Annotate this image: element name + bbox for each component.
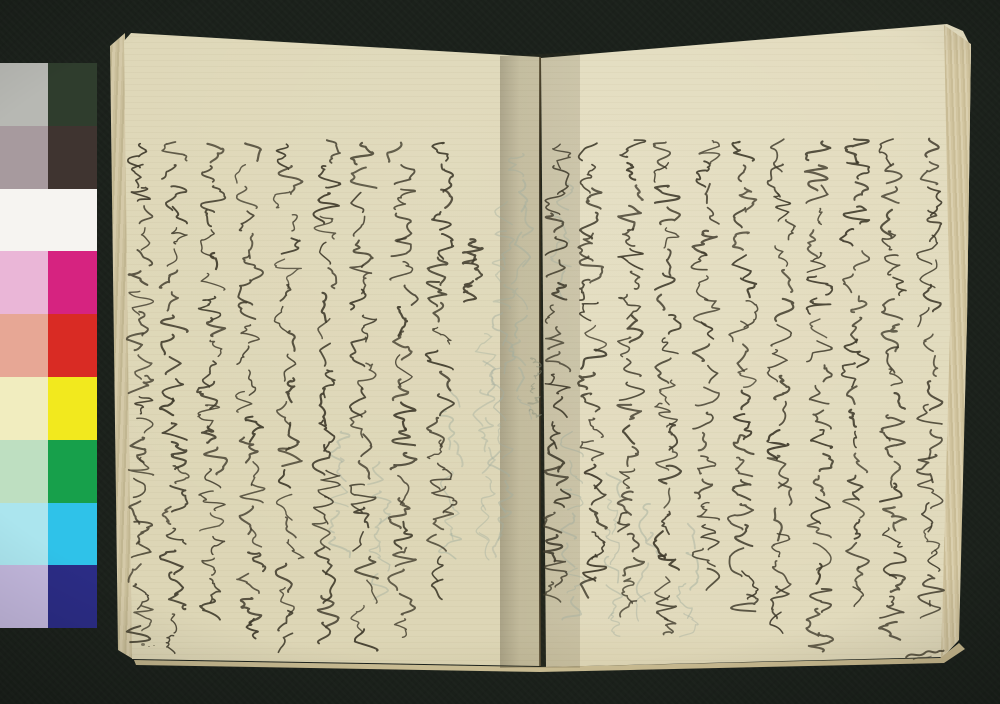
column-text: [311, 139, 341, 645]
text-column: [578, 140, 608, 598]
text-column: [691, 137, 721, 590]
column-text: [653, 140, 683, 638]
text-column: [311, 139, 341, 645]
text-column: [349, 141, 379, 652]
text-column: [916, 136, 946, 622]
column-text: [197, 141, 227, 620]
edge-smudge-mark: [141, 643, 145, 646]
text-column: [125, 142, 155, 645]
column-text: [803, 139, 833, 652]
column-text: [841, 136, 871, 608]
column-text: [125, 142, 155, 645]
column-text: [349, 141, 379, 652]
text-column: [197, 141, 227, 620]
column-text: [616, 138, 646, 620]
column-text: [425, 140, 455, 600]
column-text: [691, 137, 721, 590]
text-column: [425, 140, 455, 600]
column-text: [916, 136, 946, 622]
text-column: [878, 138, 908, 641]
column-text: [578, 140, 608, 598]
column-text: [728, 139, 758, 614]
column-text: [766, 137, 796, 637]
column-text: [878, 138, 908, 641]
text-column: [653, 140, 683, 638]
text-column: [766, 137, 796, 637]
column-text: [159, 140, 189, 655]
text-column: [616, 138, 646, 620]
column-text: [542, 141, 572, 603]
text-column: [387, 139, 417, 640]
column-text: [387, 139, 417, 640]
text-column: [542, 141, 572, 603]
text-column: [159, 140, 189, 655]
text-column: [841, 136, 871, 608]
column-text: [460, 236, 484, 302]
text-column: [273, 141, 303, 655]
section-title-column: [460, 236, 484, 302]
text-column: [235, 140, 265, 640]
column-text: [273, 141, 303, 655]
text-column: [803, 139, 833, 652]
text-column: [728, 139, 758, 614]
column-text: [235, 140, 265, 640]
